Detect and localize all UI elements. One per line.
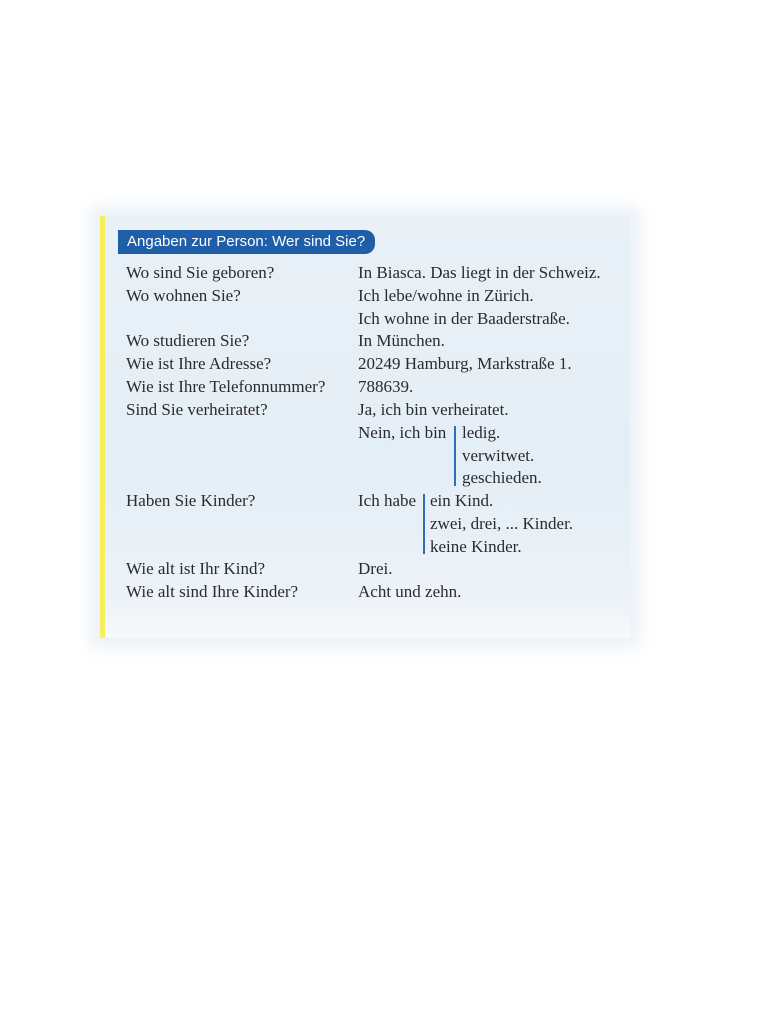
- question-address: Wie ist Ihre Adresse?: [126, 354, 272, 373]
- marital-option-single: ledig.: [462, 423, 501, 442]
- question-married: Sind Sie verheiratet?: [126, 400, 268, 419]
- children-option-none: keine Kinder.: [430, 537, 522, 556]
- answer-phone: 788639.: [358, 377, 414, 396]
- answer-child-age: Drei.: [358, 559, 393, 578]
- children-prefix: Ich habe: [358, 491, 417, 510]
- question-children: Haben Sie Kinder?: [126, 491, 256, 510]
- children-bracket: [423, 494, 425, 554]
- answer-children-age: Acht und zehn.: [358, 582, 462, 601]
- accent-bar: [100, 216, 105, 638]
- question-residence: Wo wohnen Sie?: [126, 286, 241, 305]
- children-option-several: zwei, drei, ... Kinder.: [430, 514, 574, 533]
- children-option-one: ein Kind.: [430, 491, 494, 510]
- box-title: Angaben zur Person: Wer sind Sie?: [118, 230, 375, 254]
- marital-prefix: Nein, ich bin: [358, 423, 447, 442]
- question-study-place: Wo studieren Sie?: [126, 331, 250, 350]
- answer-address: 20249 Hamburg, Markstraße 1.: [358, 354, 572, 373]
- question-child-age: Wie alt ist Ihr Kind?: [126, 559, 266, 578]
- answer-married: Ja, ich bin verheiratet.: [358, 400, 509, 419]
- marital-option-widowed: verwitwet.: [462, 446, 535, 465]
- answer-residence: Ich lebe/wohne in Zürich.: [358, 286, 534, 305]
- answer-study-place: In München.: [358, 331, 445, 350]
- grammar-info-box: [100, 216, 630, 638]
- marital-bracket: [454, 426, 456, 486]
- marital-option-divorced: geschieden.: [462, 468, 542, 487]
- question-birthplace: Wo sind Sie geboren?: [126, 263, 275, 282]
- answer-birthplace: In Biasca. Das liegt in der Schweiz.: [358, 263, 601, 282]
- question-children-age: Wie alt sind Ihre Kinder?: [126, 582, 299, 601]
- question-phone: Wie ist Ihre Telefonnummer?: [126, 377, 326, 396]
- answer-residence-street: Ich wohne in der Baaderstraße.: [358, 309, 570, 328]
